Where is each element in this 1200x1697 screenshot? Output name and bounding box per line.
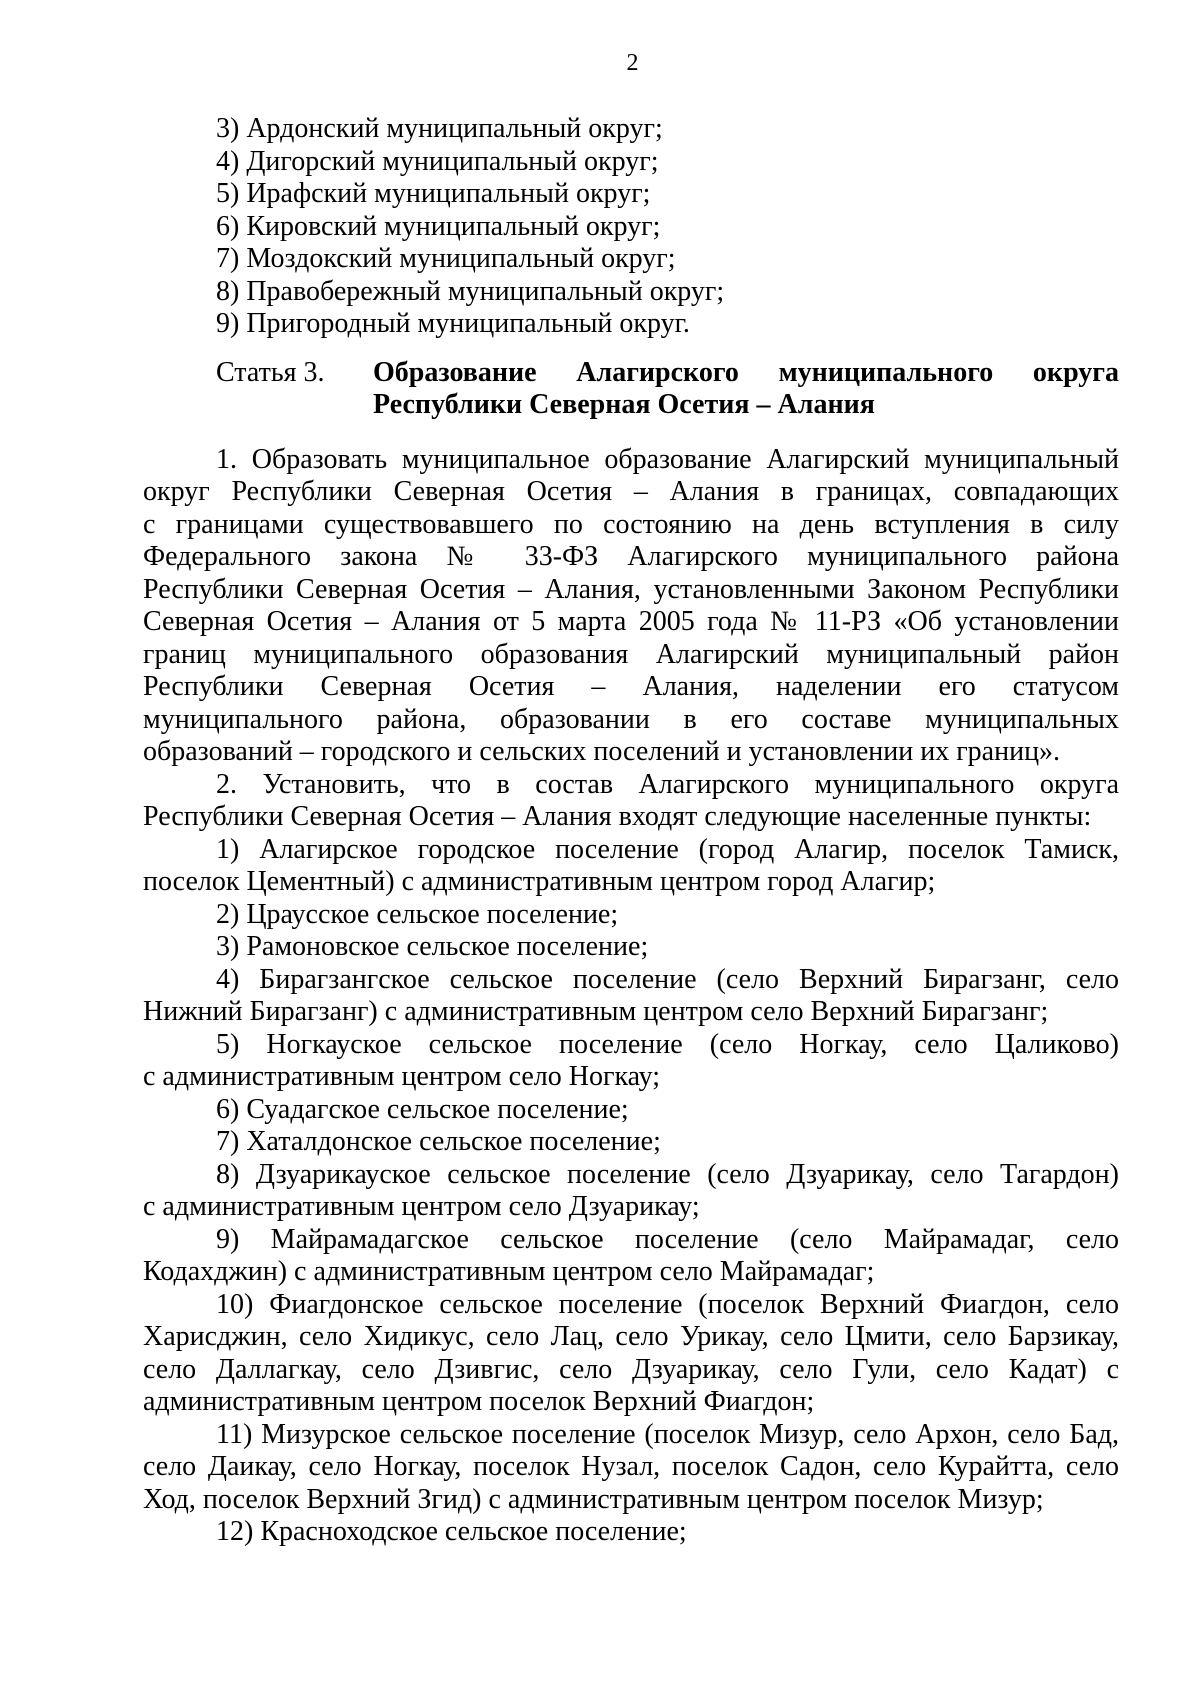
list-item: 6) Кировский муниципальный округ; xyxy=(216,210,661,242)
districts-list xyxy=(143,113,1119,341)
list-item: 5) Ирафский муниципальный округ; xyxy=(216,178,651,209)
text-line: Республики Северная Осетия – Алания, установленными Законом Республики xyxy=(143,573,1119,605)
text-line: Харисджин, село Хидикус, село Лац, село Урикау, село Цмити, село Барзикау, xyxy=(143,1321,1119,1352)
text-line: образований – городского и сельских поселений и установлении их границ». xyxy=(143,736,1061,767)
text-line: село Даикау, село Ногкау, поселок Нузал, поселок Садон, село Курайтта, село xyxy=(143,1451,1119,1482)
text-line: Федерального закона № 33-ФЗ Алагирского муниципального района xyxy=(143,541,1119,572)
document-body xyxy=(143,113,1119,1549)
text-line: село Даллагкау, село Дзивгис, село Дзуарикау, село Гули, село Кадат) с xyxy=(143,1353,1119,1385)
text-line: Нижний Бирагзанг) с административным центром село Верхний Бирагзанг; xyxy=(143,996,1049,1027)
text-line: границ муниципального образования Алагирский муниципальный район xyxy=(143,638,1119,670)
article-title-line: Образование Алагирского муниципального округа xyxy=(373,356,1119,388)
text-line: 7) Хаталдонское сельское поселение; xyxy=(216,1126,661,1157)
text-line: с административным центром село Дзуарикау; xyxy=(143,1191,700,1222)
text-line: муниципального района, образовании в его составе муниципальных xyxy=(143,703,1119,735)
text-line: с административным центром село Ногкау; xyxy=(143,1061,661,1092)
text-line: 12) Красноходское сельское поселение; xyxy=(216,1516,687,1547)
article-text xyxy=(143,444,1119,1549)
list-item: 7) Моздокский муниципальный округ; xyxy=(216,243,676,274)
text-line: Республики Северная Осетия – Алания, наделении его статусом xyxy=(143,671,1119,702)
text-line: 3) Рамоновское сельское поселение; xyxy=(216,931,649,962)
text-line: 10) Фиагдонское сельское поселение (поселок Верхний Фиагдон, село xyxy=(216,1288,1119,1320)
page-number: 2 xyxy=(626,50,639,76)
text-line: Северная Осетия – Алания от 5 марта 2005 года № 11-РЗ «Об установлении xyxy=(143,606,1119,637)
article-heading xyxy=(143,357,1119,422)
list-item: 4) Дигорский муниципальный округ; xyxy=(216,145,659,177)
text-line: округ Республики Северная Осетия – Алания в границах, совпадающих xyxy=(143,476,1119,507)
article-title-line: Республики Северная Осетия – Алания xyxy=(373,389,875,420)
text-line: 4) Бирагзангское сельское поселение (село Верхний Бирагзанг, село xyxy=(216,963,1119,995)
text-line: 1) Алагирское городское поселение (город Алагир, поселок Тамиск, xyxy=(216,833,1119,865)
text-line: 6) Суадагское сельское поселение; xyxy=(216,1093,629,1125)
text-line: административным центром поселок Верхний Фиагдон; xyxy=(143,1386,815,1417)
list-item: 8) Правобережный муниципальный округ; xyxy=(216,275,725,307)
text-line: с границами существовавшего по состоянию на день вступления в силу xyxy=(143,508,1119,540)
list-item: 3) Ардонский муниципальный округ; xyxy=(216,113,663,144)
text-line: 1. Образовать муниципальное образование Алагирский муниципальный xyxy=(216,443,1119,475)
text-line: Ход, поселок Верхний Згид) с административным центром поселок Мизур; xyxy=(143,1483,1044,1515)
text-line: поселок Цементный) с административным центром город Алагир; xyxy=(143,866,936,897)
text-line: 9) Майрамадагское сельское поселение (село Майрамадаг, село xyxy=(216,1223,1119,1255)
list-item: 9) Пригородный муниципальный округ. xyxy=(216,308,690,339)
text-line: 11) Мизурское сельское поселение (поселок Мизур, село Архон, село Бад, xyxy=(216,1418,1119,1450)
text-line: 2) Цраусское сельское поселение; xyxy=(216,898,619,930)
text-line: 2. Установить, что в состав Алагирского муниципального округа xyxy=(216,768,1119,800)
article-label: Статья 3. xyxy=(216,356,325,388)
text-line: 8) Дзуарикауское сельское поселение (село Дзуарикау, село Тагардон) xyxy=(216,1158,1119,1190)
text-line: Кодахджин) с административным центром село Майрамадаг; xyxy=(143,1256,875,1287)
text-line: 5) Ногкауское сельское поселение (село Ногкау, село Цаликово) xyxy=(216,1028,1119,1060)
text-line: Республики Северная Осетия – Алания входят следующие населенные пункты: xyxy=(143,801,1092,832)
article-title xyxy=(373,357,1119,422)
